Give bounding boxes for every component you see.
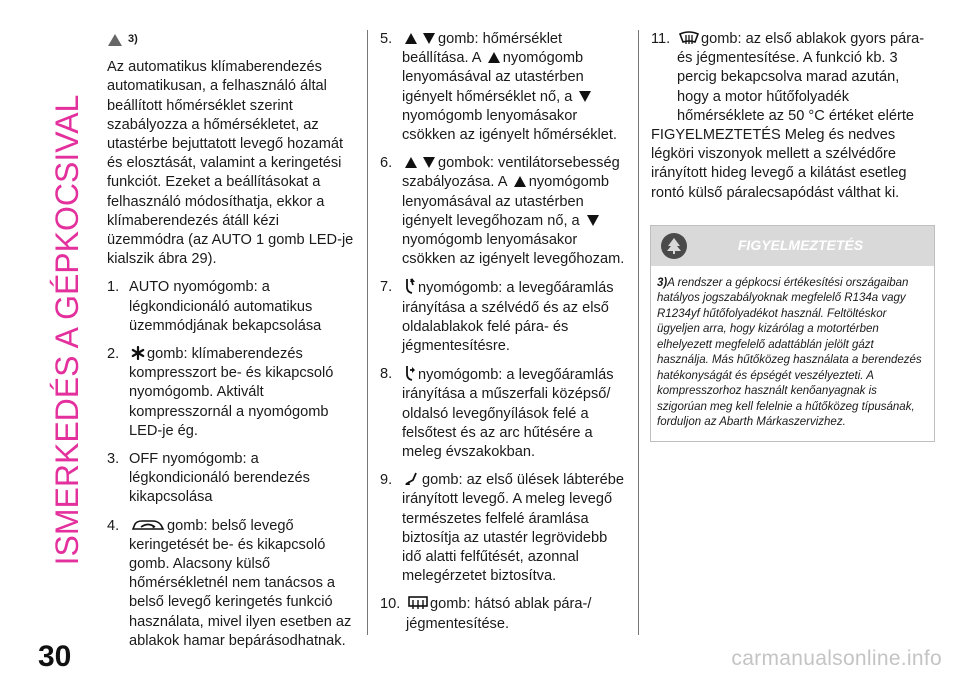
list-item: 2. gomb: klímaberendezés kompresszort be- és kikapcsoló nyomógomb. Aktivált kompresszornál a nyomógomb LED-je ég.: [107, 346, 334, 439]
airflow-dashboard-icon: [404, 365, 416, 381]
list-item: 11. gomb: az első ablakok gyors pára- és jégmentesítése. A funkció kb. 3 percig bekapcsolva marad azután, hogy a motor hűtőfolyadék hőmérséklete az 50 °C értéket elérte: [651, 31, 925, 124]
tree-warning-icon: [661, 233, 687, 259]
column-divider: [367, 30, 368, 635]
warning-title: FIGYELMEZTETÉS: [737, 237, 864, 254]
front-defrost-icon: [679, 31, 699, 45]
up-arrow-icon: [513, 175, 527, 188]
list-item: 7. nyomógomb: a levegőáramlás irányítása a szélvédő és az első oldalablakok felé pára- és jégmentesítésre.: [380, 279, 614, 355]
airflow-windshield-icon: [404, 278, 416, 294]
column-2: [380, 30, 630, 643]
warning-text: 3)A rendszer a gépkocsi értékesítési országaiban hatályos jogszabályoknak megfelelő R134a vagy R1234yf hűtőfolyadékot használ. Feltöltéskor ügyeljen arra, hogy kizárólag a motortérben elhelyezett megfelelő adattáblán jelölt gázt használja. Más hűtőközeg használata a berendezés hatékonyságát és épségét veszélyezteti. A kompresszorhoz használt kenőanyagnak is szigorúan meg kell felelnie a hűtőközeg típusának, forduljon az Abarth Márkaszervizhez.: [657, 276, 922, 429]
list-item: 3. OFF nyomógomb: a légkondicionáló berendezés kikapcsolása: [107, 451, 310, 506]
section-title: [30, 18, 90, 638]
list-item: 10. gomb: hátsó ablak pára-/ jégmentesítése.: [380, 596, 592, 632]
column-3: [651, 30, 933, 442]
up-down-arrows-icon: [404, 32, 436, 45]
warning-header: [651, 226, 934, 266]
down-arrow-icon: [586, 214, 600, 227]
airflow-feet-icon: [404, 472, 420, 486]
warning-box: [650, 225, 935, 442]
column-divider: [638, 30, 639, 635]
list-item: 1. AUTO nyomógomb: a légkondicionáló automatikus üzemmódjának bekapcsolása: [107, 279, 322, 334]
rear-defrost-icon: [408, 596, 428, 610]
page-number: 30: [38, 640, 72, 673]
continuation-paragraph: FIGYELMEZTETÉS Meleg és nedves légköri viszonyok mellett a szélvédőre irányított hideg levegő a kilátást esetleg rontó külső páralecsapódást válthat ki.: [651, 127, 907, 201]
down-arrow-icon: [578, 90, 592, 103]
snowflake-icon: [131, 346, 145, 360]
list-item: 9. gomb: az első ülések lábterébe irányított levegő. A meleg levegő természetes felfelé áramlása biztosítja az utastér legrövidebb idő alatti felfűtését, azonnal melegérzetet biztosítva.: [380, 472, 625, 585]
recirculation-car-icon: [131, 518, 165, 532]
watermark: carmanualsonline.info: [731, 647, 942, 670]
list-item: 6. gombok: ventilátorsebesség szabályozása. A nyomógomb lenyomásával az utastérben igényelt levegőhozam nő, a nyomógomb lenyomásakor csökken az igényelt levegőhozam.: [380, 155, 625, 268]
warning-reference: 3): [107, 30, 357, 49]
up-down-arrows-icon: [404, 156, 436, 169]
list-item: 5. gomb: hőmérséklet beállítása. A nyomógomb lenyomásával az utastérben igényelt hőmérséklet nő, a nyomógomb lenyomásakor csökken az igényelt hőmérséklet.: [380, 31, 617, 144]
section-title-text: ISMERKEDÉS A GÉPKOCSIVAL: [49, 94, 85, 566]
column-1: [107, 30, 357, 660]
list-item: 8. nyomógomb: a levegőáramlás irányítása a műszerfali középső/ oldalsó levegőnyílások felé a felsőtest és az arc hűtésére a meleg évszakokban.: [380, 366, 614, 461]
up-arrow-icon: [487, 51, 501, 64]
list-item: 4. gomb: belső levegő keringetését be- és kikapcsoló gomb. Alacsony külső hőmérsékletnél nem tanácsos a belső levegő keringetés funkció használata, mivel ilyen esetben az ablakok hamar bepárásodhatnak.: [107, 517, 352, 649]
warning-triangle-icon: [107, 33, 123, 47]
intro-paragraph: Az automatikus klímaberendezés automatikusan, a felhasználó által beállított hőmérséklet szerint szabályozza a hőmérsékletet, az utastérbe bejuttatott levegő hozamát és elosztását, valamint a keringetési funkciót. Ezeket a beállításokat a felhasználó módosíthatja, ekkor a klímaberendezés átáll kézi üzemmódra (az AUTO 1 gomb LED-je kialszik ábra 29).: [107, 59, 354, 268]
